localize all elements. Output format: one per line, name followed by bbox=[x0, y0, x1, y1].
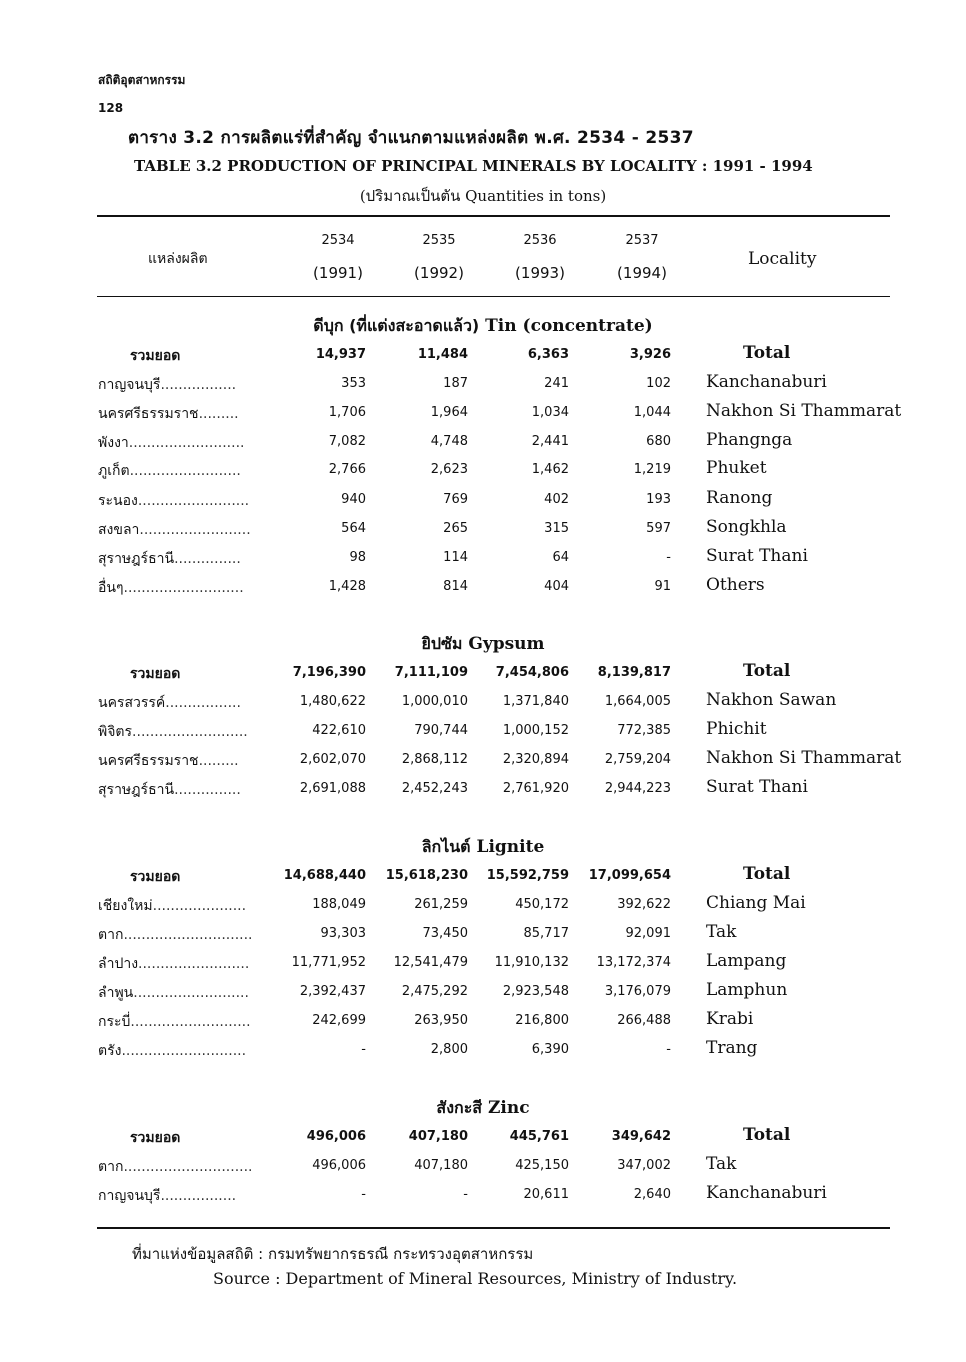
cell-value: 193 bbox=[646, 492, 671, 507]
cell-value: - bbox=[463, 1187, 468, 1202]
row-name-english: Surat Thani bbox=[706, 546, 808, 566]
table-row bbox=[0, 953, 966, 982]
leader-dots: ......................... bbox=[138, 956, 250, 972]
cell-value: 814 bbox=[443, 579, 468, 594]
cell-value: 7,454,806 bbox=[495, 665, 569, 680]
total-row bbox=[0, 663, 966, 692]
cell-value: 11,771,952 bbox=[291, 955, 366, 970]
section-title-tin bbox=[0, 314, 966, 339]
row-name-english: Phangnga bbox=[706, 430, 793, 450]
cell-value: 2,602,070 bbox=[299, 752, 366, 767]
cell-value: 2,868,112 bbox=[401, 752, 468, 767]
cell-value: 7,082 bbox=[328, 434, 366, 449]
row-name-thai: พิจิตร bbox=[98, 724, 133, 740]
table-top-rule bbox=[97, 215, 890, 217]
cell-value: 241 bbox=[544, 376, 569, 391]
cell-value: 188,049 bbox=[312, 897, 366, 912]
section-title-english: Zinc bbox=[487, 1098, 530, 1118]
row-name-english: Lamphun bbox=[706, 980, 788, 1000]
cell-value: - bbox=[666, 550, 671, 565]
header-rule bbox=[97, 296, 890, 297]
cell-value: 3,926 bbox=[629, 347, 671, 362]
cell-value: 680 bbox=[646, 434, 671, 449]
cell-value: 769 bbox=[443, 492, 468, 507]
row-name-english: Total bbox=[743, 864, 791, 884]
table-row bbox=[0, 1040, 966, 1069]
section-title-english: Lignite bbox=[476, 837, 545, 857]
row-name-english: Kanchanaburi bbox=[706, 372, 827, 392]
row-name-english: Krabi bbox=[706, 1009, 754, 1029]
table-row bbox=[0, 374, 966, 403]
cell-value: 1,462 bbox=[531, 462, 569, 477]
cell-value: 93,303 bbox=[320, 926, 366, 941]
cell-value: 64 bbox=[552, 550, 569, 565]
table-units: (ปริมาณเป็นตัน Quantities in tons) bbox=[359, 187, 607, 205]
cell-value: 2,766 bbox=[328, 462, 366, 477]
cell-value: 445,761 bbox=[509, 1129, 569, 1144]
cell-value: - bbox=[666, 1042, 671, 1057]
cell-value: 1,000,010 bbox=[401, 694, 468, 709]
cell-value: 20,611 bbox=[523, 1187, 569, 1202]
leader-dots: ............................ bbox=[121, 1043, 247, 1059]
section-title-thai: สังกะสี bbox=[436, 1098, 483, 1117]
row-name-thai: ระนอง bbox=[98, 493, 138, 509]
row-name-english: Nakhon Si Thammarat bbox=[706, 401, 902, 421]
table-row bbox=[0, 1011, 966, 1040]
section-title-gypsum bbox=[0, 632, 966, 657]
cell-value: 266,488 bbox=[617, 1013, 671, 1028]
page-number: 128 bbox=[98, 101, 124, 115]
row-name-english: Phuket bbox=[706, 458, 767, 478]
row-name-thai: รวมยอด bbox=[130, 869, 181, 885]
cell-value: 261,259 bbox=[414, 897, 468, 912]
cell-value: 2,923,548 bbox=[502, 984, 569, 999]
cell-value: 14,937 bbox=[315, 347, 366, 362]
table-row bbox=[0, 577, 966, 606]
leader-dots: .......................... bbox=[133, 985, 249, 1001]
cell-value: 496,006 bbox=[312, 1158, 366, 1173]
source-note-thai: ที่มาแห่งข้อมูลสถิติ : กรมทรัพยากรธรณี กระทรวงอุตสาหกรรม bbox=[132, 1245, 534, 1263]
row-name-thai: สุราษฎร์ธานี bbox=[98, 551, 175, 567]
leader-dots: ................. bbox=[160, 377, 237, 393]
year-be: 2537 bbox=[625, 233, 659, 248]
cell-value: 450,172 bbox=[515, 897, 569, 912]
cell-value: 3,176,079 bbox=[604, 984, 671, 999]
row-name-thai: นครศรีธรรมราช bbox=[98, 406, 199, 422]
table-row bbox=[0, 519, 966, 548]
page-header bbox=[98, 66, 185, 122]
section-title-thai: ลิกไนต์ bbox=[421, 837, 471, 856]
cell-value: 1,219 bbox=[633, 462, 671, 477]
row-name-english: Surat Thani bbox=[706, 777, 808, 797]
cell-value: 8,139,817 bbox=[597, 665, 671, 680]
cell-value: 2,759,204 bbox=[604, 752, 671, 767]
cell-value: 7,111,109 bbox=[394, 665, 468, 680]
leader-dots: ......... bbox=[198, 753, 239, 769]
row-name-thai: เชียงใหม่ bbox=[98, 898, 153, 914]
table-row bbox=[0, 721, 966, 750]
table-title-english: TABLE 3.2 PRODUCTION OF PRINCIPAL MINERALS BY LOCALITY : 1991 - 1994 bbox=[134, 157, 813, 175]
row-name-thai: อื่นๆ bbox=[98, 580, 124, 596]
year-ce: (1994) bbox=[617, 264, 667, 282]
row-name-thai: นครศรีธรรมราช bbox=[98, 753, 199, 769]
total-row bbox=[0, 1127, 966, 1156]
row-name-thai: สุราษฎร์ธานี bbox=[98, 782, 175, 798]
row-name-english: Phichit bbox=[706, 719, 767, 739]
cell-value: 1,664,005 bbox=[604, 694, 671, 709]
cell-value: 347,002 bbox=[617, 1158, 671, 1173]
row-name-english: Trang bbox=[706, 1038, 758, 1058]
leader-dots: ............................. bbox=[123, 927, 253, 943]
column-header-locality-english: Locality bbox=[748, 249, 817, 269]
leader-dots: ......... bbox=[198, 406, 239, 422]
column-header-locality-thai: แหล่งผลิต bbox=[148, 251, 208, 267]
table-row bbox=[0, 548, 966, 577]
section-title-english: Tin (concentrate) bbox=[485, 316, 653, 336]
cell-value: 496,006 bbox=[306, 1129, 366, 1144]
leader-dots: ................. bbox=[165, 695, 241, 711]
table-row bbox=[0, 692, 966, 721]
cell-value: 940 bbox=[341, 492, 366, 507]
row-name-thai: สงขลา bbox=[98, 522, 140, 538]
leader-dots: .......................... bbox=[132, 724, 248, 740]
section-title-thai: ดีบุก (ที่แต่งสะอาดแล้ว) bbox=[313, 316, 480, 335]
cell-value: 315 bbox=[544, 521, 569, 536]
table-row bbox=[0, 982, 966, 1011]
leader-dots: ......................... bbox=[137, 493, 250, 509]
book-title: สถิติอุตสาหกรรม bbox=[98, 73, 186, 87]
cell-value: 7,196,390 bbox=[292, 665, 366, 680]
row-name-english: Total bbox=[743, 1125, 791, 1145]
cell-value: 91 bbox=[654, 579, 671, 594]
cell-value: 6,390 bbox=[531, 1042, 569, 1057]
cell-value: 263,950 bbox=[414, 1013, 468, 1028]
row-name-english: Total bbox=[743, 661, 791, 681]
row-name-english: Tak bbox=[706, 1154, 737, 1174]
leader-dots: .......................... bbox=[128, 435, 245, 451]
cell-value: 242,699 bbox=[312, 1013, 366, 1028]
cell-value: 85,717 bbox=[523, 926, 569, 941]
cell-value: 2,761,920 bbox=[502, 781, 569, 796]
cell-value: 15,592,759 bbox=[486, 868, 569, 883]
cell-value: 422,610 bbox=[312, 723, 366, 738]
cell-value: 2,392,437 bbox=[299, 984, 366, 999]
row-name-english: Nakhon Sawan bbox=[706, 690, 837, 710]
cell-value: 349,642 bbox=[611, 1129, 671, 1144]
leader-dots: ..................... bbox=[152, 898, 247, 914]
cell-value: 6,363 bbox=[527, 347, 569, 362]
table-row bbox=[0, 924, 966, 953]
cell-value: 1,371,840 bbox=[502, 694, 569, 709]
cell-value: 114 bbox=[443, 550, 468, 565]
leader-dots: ........................... bbox=[130, 1014, 251, 1030]
cell-value: 1,964 bbox=[430, 405, 468, 420]
row-name-thai: กาญจนบุรี bbox=[98, 377, 161, 393]
section-title-zinc bbox=[0, 1096, 966, 1121]
row-name-thai: ตาก bbox=[98, 1159, 124, 1175]
leader-dots: ......................... bbox=[139, 522, 251, 538]
cell-value: 2,320,894 bbox=[502, 752, 569, 767]
row-name-thai: ลำพูน bbox=[98, 985, 134, 1001]
table-row bbox=[0, 895, 966, 924]
row-name-english: Tak bbox=[706, 922, 737, 942]
cell-value: 187 bbox=[443, 376, 468, 391]
cell-value: 92,091 bbox=[625, 926, 671, 941]
total-row bbox=[0, 866, 966, 895]
leader-dots: ............... bbox=[174, 782, 241, 798]
row-name-english: Others bbox=[706, 575, 765, 595]
cell-value: 772,385 bbox=[617, 723, 671, 738]
row-name-english: Total bbox=[743, 343, 791, 363]
cell-value: 2,691,088 bbox=[299, 781, 366, 796]
cell-value: 11,484 bbox=[417, 347, 468, 362]
table-row bbox=[0, 1185, 966, 1214]
cell-value: 73,450 bbox=[422, 926, 468, 941]
row-name-english: Kanchanaburi bbox=[706, 1183, 827, 1203]
source-note-english: Source : Department of Mineral Resources, Ministry of Industry. bbox=[213, 1269, 738, 1288]
year-ce: (1991) bbox=[313, 264, 363, 282]
row-name-thai: พังงา bbox=[98, 435, 129, 451]
cell-value: 407,180 bbox=[408, 1129, 468, 1144]
leader-dots: ............................. bbox=[123, 1159, 253, 1175]
row-name-thai: รวมยอด bbox=[130, 1130, 181, 1146]
cell-value: 1,428 bbox=[328, 579, 366, 594]
table-row bbox=[0, 490, 966, 519]
row-name-thai: รวมยอด bbox=[130, 666, 181, 682]
row-name-english: Chiang Mai bbox=[706, 893, 806, 913]
cell-value: 17,099,654 bbox=[588, 868, 671, 883]
year-be: 2536 bbox=[523, 233, 557, 248]
total-row bbox=[0, 345, 966, 374]
cell-value: - bbox=[361, 1042, 366, 1057]
table-row bbox=[0, 750, 966, 779]
cell-value: 404 bbox=[544, 579, 569, 594]
leader-dots: ......................... bbox=[129, 463, 241, 479]
cell-value: 4,748 bbox=[430, 434, 468, 449]
cell-value: 11,910,132 bbox=[494, 955, 569, 970]
cell-value: 1,480,622 bbox=[299, 694, 366, 709]
row-name-thai: กระบี่ bbox=[98, 1014, 131, 1030]
cell-value: 597 bbox=[646, 521, 671, 536]
table-row bbox=[0, 460, 966, 489]
cell-value: 2,944,223 bbox=[604, 781, 671, 796]
cell-value: 2,441 bbox=[531, 434, 569, 449]
cell-value: 15,618,230 bbox=[385, 868, 468, 883]
cell-value: 2,623 bbox=[430, 462, 468, 477]
cell-value: 12,541,479 bbox=[393, 955, 468, 970]
section-title-thai: ยิปซัม bbox=[421, 634, 463, 653]
year-ce: (1992) bbox=[414, 264, 464, 282]
table-bottom-rule bbox=[97, 1227, 890, 1229]
table-row bbox=[0, 1156, 966, 1185]
cell-value: 2,800 bbox=[430, 1042, 468, 1057]
year-be: 2534 bbox=[321, 233, 355, 248]
cell-value: 407,180 bbox=[414, 1158, 468, 1173]
table-title-thai: ตาราง 3.2 การผลิตแร่ที่สำคัญ จำแนกตามแหล่งผลิต พ.ศ. 2534 - 2537 bbox=[128, 128, 694, 148]
cell-value: 1,034 bbox=[531, 405, 569, 420]
cell-value: 1,000,152 bbox=[502, 723, 569, 738]
cell-value: 2,452,243 bbox=[401, 781, 468, 796]
cell-value: 265 bbox=[443, 521, 468, 536]
cell-value: 1,044 bbox=[633, 405, 671, 420]
leader-dots: ............... bbox=[174, 551, 241, 567]
table-row bbox=[0, 779, 966, 808]
row-name-thai: รวมยอด bbox=[130, 348, 181, 364]
row-name-thai: นครสวรรค์ bbox=[98, 695, 166, 711]
row-name-english: Lampang bbox=[706, 951, 787, 971]
cell-value: 790,744 bbox=[414, 723, 468, 738]
row-name-english: Songkhla bbox=[706, 517, 787, 537]
cell-value: 98 bbox=[349, 550, 366, 565]
cell-value: 216,800 bbox=[515, 1013, 569, 1028]
cell-value: 1,706 bbox=[328, 405, 366, 420]
row-name-thai: ลำปาง bbox=[98, 956, 139, 972]
row-name-english: Ranong bbox=[706, 488, 773, 508]
cell-value: 392,622 bbox=[617, 897, 671, 912]
cell-value: 14,688,440 bbox=[283, 868, 366, 883]
cell-value: 102 bbox=[646, 376, 671, 391]
row-name-thai: ภูเก็ต bbox=[98, 463, 130, 479]
leader-dots: ................. bbox=[160, 1188, 237, 1204]
cell-value: 402 bbox=[544, 492, 569, 507]
row-name-thai: ตาก bbox=[98, 927, 124, 943]
row-name-english: Nakhon Si Thammarat bbox=[706, 748, 902, 768]
table-row bbox=[0, 403, 966, 432]
cell-value: 2,475,292 bbox=[401, 984, 468, 999]
section-title-english: Gypsum bbox=[468, 634, 545, 654]
cell-value: 564 bbox=[341, 521, 366, 536]
cell-value: 353 bbox=[341, 376, 366, 391]
cell-value: 425,150 bbox=[515, 1158, 569, 1173]
row-name-thai: กาญจนบุรี bbox=[98, 1188, 161, 1204]
year-be: 2535 bbox=[422, 233, 456, 248]
table-row bbox=[0, 432, 966, 461]
row-name-thai: ตรัง bbox=[98, 1043, 122, 1059]
cell-value: 2,640 bbox=[633, 1187, 671, 1202]
year-ce: (1993) bbox=[515, 264, 565, 282]
cell-value: 13,172,374 bbox=[596, 955, 671, 970]
leader-dots: ........................... bbox=[123, 580, 244, 596]
section-title-lignite bbox=[0, 835, 966, 860]
cell-value: - bbox=[361, 1187, 366, 1202]
